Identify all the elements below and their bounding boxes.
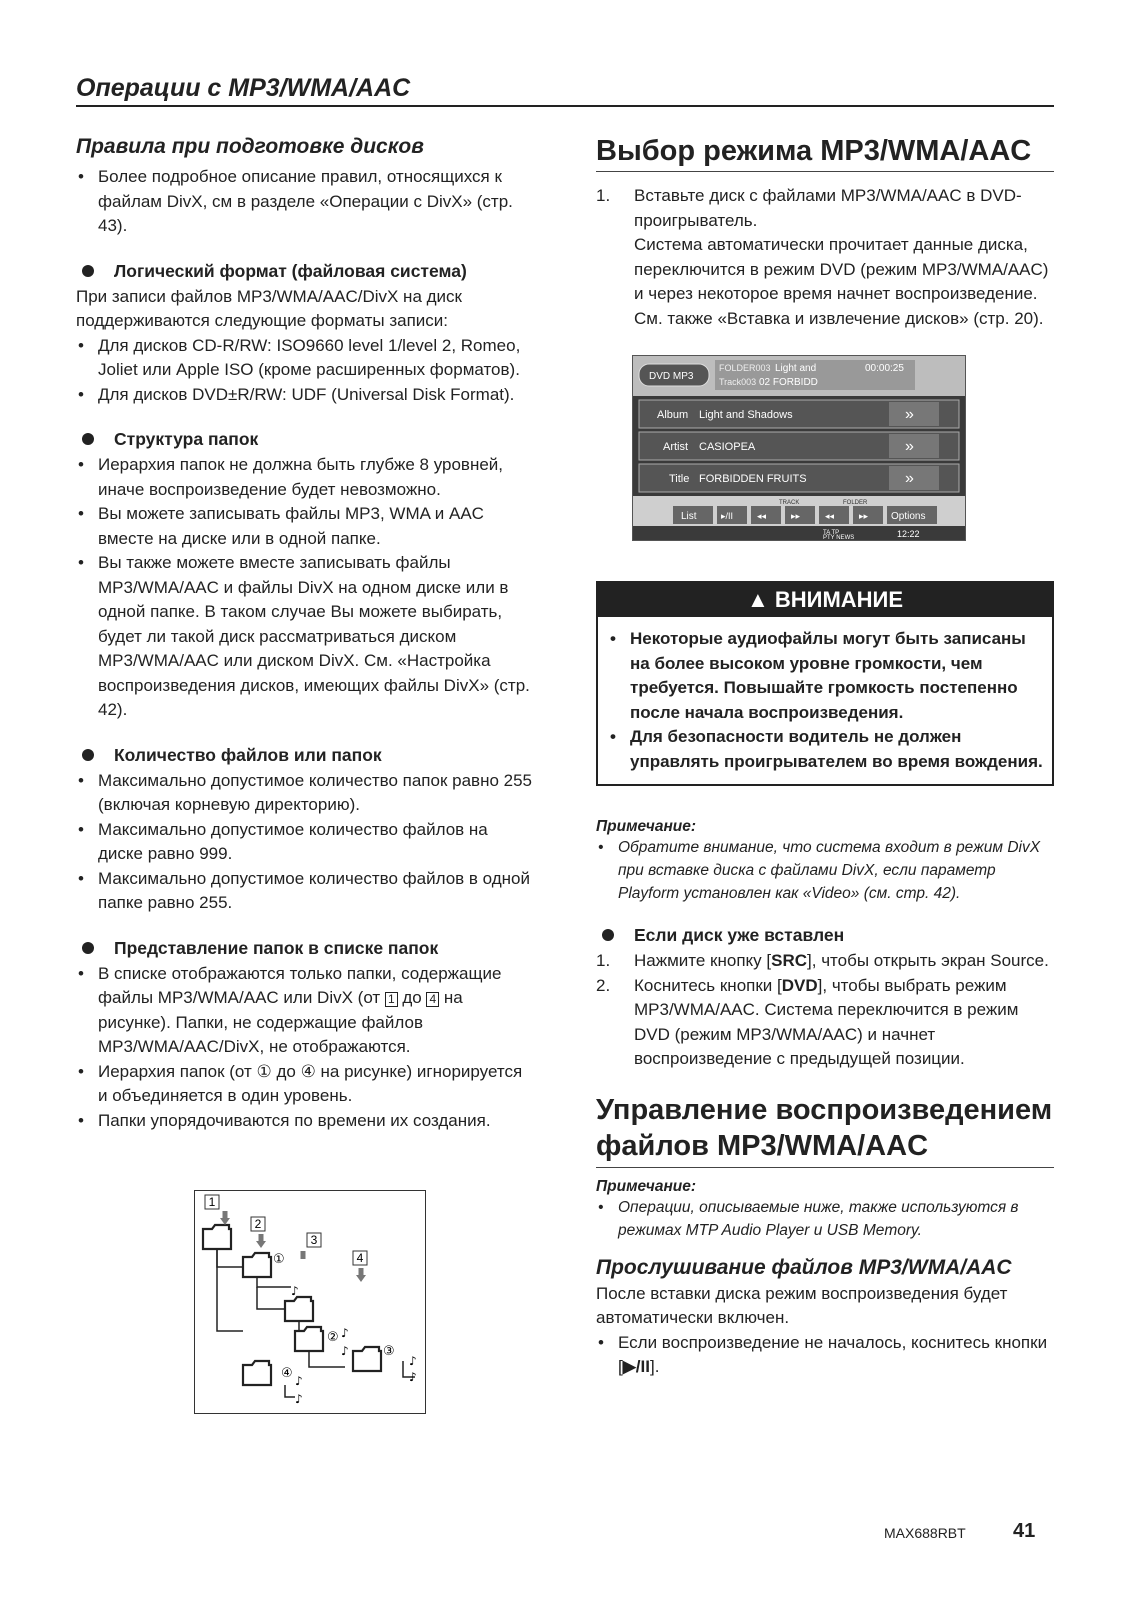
list-item xyxy=(76,962,536,1060)
folder-icon xyxy=(353,1347,381,1371)
warning-box xyxy=(596,581,1054,786)
play-pause-button: ▸/II xyxy=(721,511,734,521)
music-note-icon: ♪ xyxy=(295,1392,303,1406)
svg-text:FORBIDDEN FRUITS: FORBIDDEN FRUITS xyxy=(699,473,807,485)
track-name: 02 FORBIDD xyxy=(759,377,818,388)
list-item: • Максимально допустимое количество папок равно 255 (включая корневую директорию). xyxy=(76,769,536,818)
count-list xyxy=(76,769,536,916)
note-1 xyxy=(596,818,1054,905)
root-folder-icon xyxy=(203,1225,231,1249)
status-ta-tp: TA TP xyxy=(823,530,840,536)
music-note-icon: ♪ xyxy=(341,1344,349,1358)
prev-track-button: ◂◂ xyxy=(757,511,767,521)
list-item: • Максимально допустимое количество файлов в одной папке равно 255. xyxy=(76,867,536,916)
prev-folder-button: ◂◂ xyxy=(825,511,835,521)
mode-label: DVD MP3 xyxy=(649,371,694,382)
folder-tree-svg xyxy=(195,1191,425,1413)
page-header xyxy=(76,74,1054,107)
circle-label-4: ④ xyxy=(281,1366,293,1381)
subheading-disc-inserted: Если диск уже вставлен xyxy=(596,923,1054,947)
step-number: 2. xyxy=(596,975,611,995)
step-number: 1. xyxy=(596,186,611,205)
list-item: • Для безопасности водитель не должен управлять проигрывателем во время вождения. xyxy=(608,725,1044,774)
note-title: Примечание: xyxy=(596,1177,697,1195)
album-row xyxy=(639,400,959,428)
logical-list xyxy=(76,334,536,408)
list-item: • Операции, описываемые ниже, также используются в режимах MTP Audio Player и USB Memory. xyxy=(596,1196,1054,1242)
list-item: 1. Нажмите кнопку [SRC], чтобы открыть экран Source. xyxy=(596,949,1054,974)
clock: 12:22 xyxy=(897,529,920,539)
music-note-icon: ♪ xyxy=(295,1374,303,1388)
music-note-icon: ♪ xyxy=(409,1354,417,1368)
listen-list xyxy=(596,1331,1054,1380)
label-box-4-text: 4 xyxy=(356,1251,364,1265)
circle-label-1: ① xyxy=(273,1252,285,1267)
key-label-dvd: DVD xyxy=(781,975,818,995)
track-small-label: TRACK xyxy=(779,500,800,506)
box-number-4: 4 xyxy=(426,992,439,1007)
list-item: • Вы можете записывать файлы MP3, WMA и AAC вместе на диске или в одной папке. xyxy=(76,502,536,551)
list-item: • Некоторые аудиофайлы могут быть записаны на более высоком уровне громкости, чем требуется. Повышайте громкость постепенно после начала воспроизведения. xyxy=(608,627,1044,725)
chevron-right-icon: » xyxy=(905,470,914,487)
list-item: • Максимально допустимое количество файлов на диске равно 999. xyxy=(76,818,536,867)
text-part: В списке отображаются только папки, содержащие файлы MP3/WMA/AAC или DivX (от xyxy=(98,963,502,1007)
step-text: См. также «Вставка и извлечение дисков» (стр. 20). xyxy=(634,308,1044,328)
list-item: • Иерархия папок (от ① до ④ на рисунке) игнорируется и объединяется в один уровень. xyxy=(76,1060,536,1109)
svg-text:CASIOPEA: CASIOPEA xyxy=(699,441,756,453)
section-title-select-mode: Выбор режима MP3/WMA/AAC xyxy=(596,135,1054,172)
music-note-icon: ♪ xyxy=(409,1370,417,1384)
warning-body xyxy=(598,617,1052,784)
note-2 xyxy=(596,1178,1054,1242)
section-title-disc-rules: Правила при подготовке дисков xyxy=(76,135,424,158)
circle-label-2: ② xyxy=(327,1330,339,1345)
right-column xyxy=(596,135,1054,1380)
list-item: • Обратите внимание, что система входит в режим DivX при вставке диска с файлами DivX, если параметр Playform установлен как «Video» (см. стр. 42). xyxy=(596,836,1054,905)
player-screen-image xyxy=(632,355,966,541)
list-item: • Если воспроизведение не началось, коснитесь кнопки [▶/II]. xyxy=(596,1331,1054,1380)
intro-list xyxy=(76,165,536,239)
list-item: • Для дисков CD-R/RW: ISO9660 level 1/level 2, Romeo, Joliet или Apple ISO (кроме расширенных форматов). xyxy=(76,334,536,383)
warning-title: ▲ ВНИМАНИЕ xyxy=(598,583,1052,617)
list-item: • Вы также можете вместе записывать файлы MP3/WMA/AAC и файлы DivX на одном диске или в одной папке. В таком случае Вы можете выбирать, будет ли такой диск рассматриваться диском MP3/WMA/AAC или диском DivX. См. «Настройка воспроизведения дисков, имеющих файлы DivX» (стр. 42). xyxy=(76,551,536,723)
label-box-1-text: 1 xyxy=(208,1195,216,1209)
music-note-icon: ♪ xyxy=(341,1326,349,1340)
folder-hierarchy-diagram xyxy=(194,1190,426,1414)
subsection-title-listening: Прослушивание файлов MP3/WMA/AAC xyxy=(596,1255,1012,1279)
title-row xyxy=(639,464,959,492)
player-screen-svg xyxy=(633,356,965,540)
svg-text:Album: Album xyxy=(657,409,689,421)
folder-name: Light and xyxy=(775,363,817,374)
list-item: • Более подробное описание правил, относящихся к файлам DivX, см в разделе «Операции с DivX» (стр. 43). xyxy=(76,165,536,239)
list-item: 2. Коснитесь кнопки [DVD], чтобы выбрать режим MP3/WMA/AAC. Система переключится в режим DVD (режим MP3/WMA/AAC) и начнет воспроизведение с предыдущей позиции. xyxy=(596,975,1019,1068)
folder-icon xyxy=(295,1327,323,1351)
artist-row xyxy=(639,432,959,460)
subheading-logical-format: Логический формат (файловая система) xyxy=(76,259,536,283)
paragraph: При записи файлов MP3/WMA/AAC/DivX на диск поддерживаются следующие форматы записи: xyxy=(76,286,462,330)
folder-small-label: FOLDER xyxy=(843,500,868,506)
list-item: • Папки упорядочиваются по времени их создания. xyxy=(76,1109,536,1134)
status-pty: PTY NEWS xyxy=(823,535,855,540)
subheading-file-count: Количество файлов или папок xyxy=(76,743,536,767)
step-number: 1. xyxy=(596,951,611,970)
step-text: Система автоматически прочитает данные диска, переключится в режим DVD (режим MP3/WMA/AAC) и через некоторое время начнет воспроизведение. xyxy=(634,235,1049,303)
footer-model: MAX688RBT xyxy=(884,1525,966,1541)
label-box-2-text: 2 xyxy=(254,1217,262,1231)
text-part: до xyxy=(397,988,427,1007)
key-label-src: SRC xyxy=(771,951,808,970)
subheading-folder-list: Представление папок в списке папок xyxy=(76,936,536,960)
text-part: на рисунке). Папки, не содержащие файлов MP3/WMA/AAC/DivX, не отображаются. xyxy=(98,988,463,1056)
svg-text:Light and Shadows: Light and Shadows xyxy=(699,409,793,421)
track-label: Track003 xyxy=(719,377,757,387)
next-track-button: ▸▸ xyxy=(791,511,801,521)
svg-text:Title: Title xyxy=(669,473,690,485)
options-button: Options xyxy=(891,511,926,522)
paragraph: После вставки диска режим воспроизведения будет автоматически включен. xyxy=(596,1283,1008,1327)
note-list xyxy=(596,1196,1054,1242)
next-folder-button: ▸▸ xyxy=(859,511,869,521)
chevron-right-icon: » xyxy=(905,406,914,423)
label-box-3-text: 3 xyxy=(310,1233,318,1247)
page-number: 41 xyxy=(1013,1520,1036,1542)
chevron-right-icon: » xyxy=(905,438,914,455)
list-item xyxy=(596,184,1054,331)
section-title-playback-control: Управление воспроизведением файлов MP3/WMA/AAC xyxy=(596,1092,1054,1168)
list-item: • Для дисков DVD±R/RW: UDF (Universal Disk Format). xyxy=(76,383,536,408)
box-number-1: 1 xyxy=(385,992,398,1007)
subheading-folder-structure: Структура папок xyxy=(76,427,536,451)
note-title: Примечание: xyxy=(596,818,697,835)
step-text: Вставьте диск с файлами MP3/WMA/AAC в DVD-проигрыватель. xyxy=(634,186,1022,230)
play-pause-key-label: ▶/II xyxy=(622,1357,650,1376)
folder-icon xyxy=(243,1253,271,1277)
page-title: Операции с MP3/WMA/AAC xyxy=(76,74,411,102)
left-column xyxy=(76,135,536,1133)
list-button: List xyxy=(681,511,697,522)
svg-text:Artist: Artist xyxy=(663,441,689,453)
folder-icon xyxy=(243,1361,271,1385)
note-list xyxy=(596,836,1054,905)
warning-list xyxy=(608,627,1044,774)
list-item: • Иерархия папок не должна быть глубже 8 уровней, иначе воспроизведение будет невозможно. xyxy=(76,453,536,502)
select-steps xyxy=(596,184,1054,331)
inserted-steps xyxy=(596,949,1054,1072)
structure-list xyxy=(76,453,536,723)
folder-icon xyxy=(285,1297,313,1321)
folder-list-list xyxy=(76,962,536,1134)
elapsed-time: 00:00:25 xyxy=(865,363,904,374)
music-note-icon: ♪ xyxy=(291,1284,299,1298)
folder-label: FOLDER003 xyxy=(719,363,771,373)
circle-label-3: ③ xyxy=(383,1344,395,1359)
